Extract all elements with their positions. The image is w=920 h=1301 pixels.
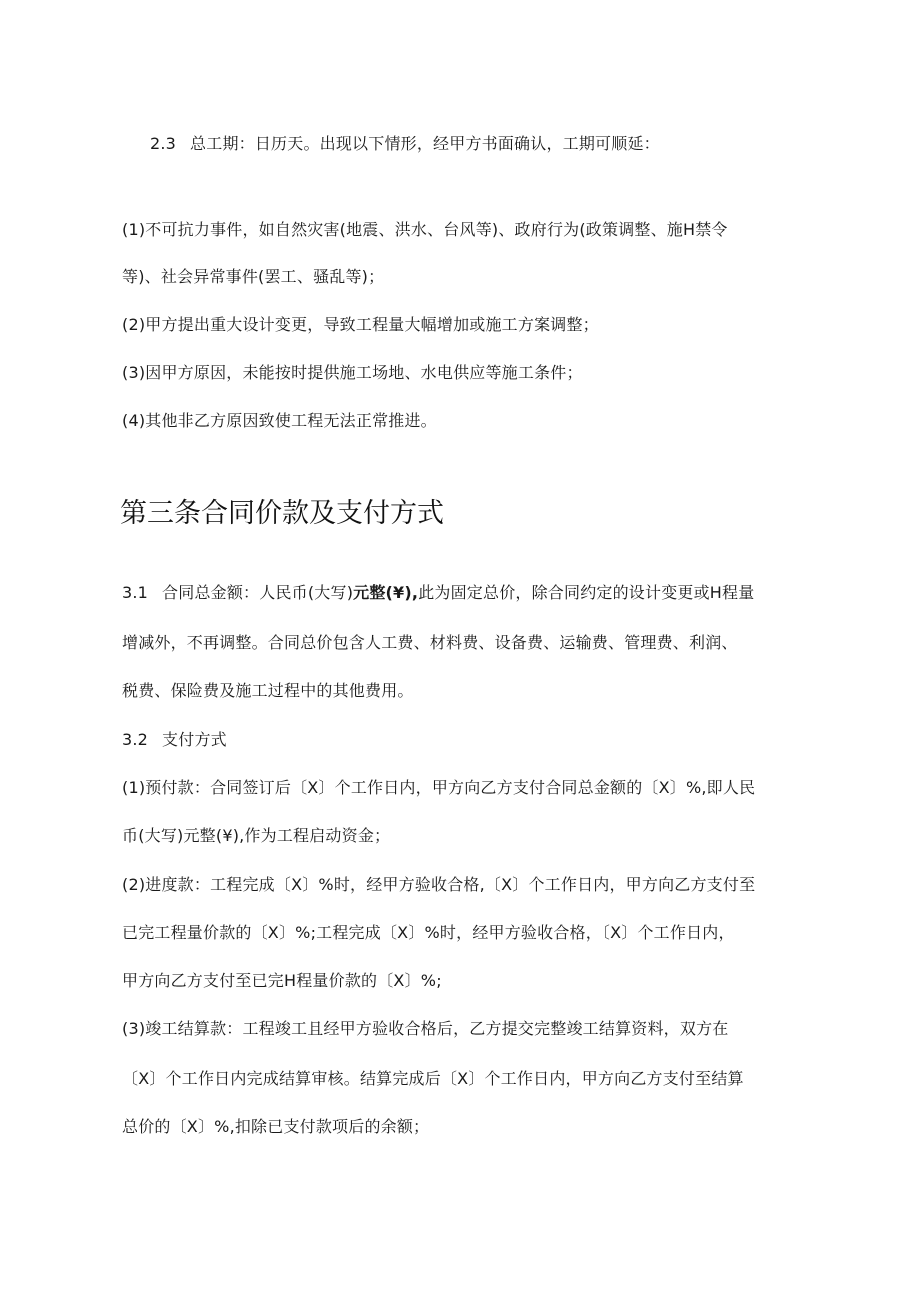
clause-number: 2.3 — [150, 134, 177, 153]
clause-3-2 — [122, 729, 227, 751]
clause-3-1-line-2: 增减外，不再调整。合同总价包含人工费、材料费、设备费、运输费、管理费、利润、 — [122, 633, 738, 652]
delay-item-4: (4)其他非乙方原因致使工程无法正常推进。 — [122, 411, 437, 430]
amount-bold-text: 元整(¥), — [353, 583, 419, 602]
delay-item-1-line-1: (1)不可抗力事件，如自然灾害(地震、洪水、台风等)、政府行为(政策调整、施H禁令 — [122, 220, 728, 239]
clause-text: 此为固定总价，除合同约定的设计变更或H程量 — [418, 583, 755, 602]
progress-payment-line-1: (2)进度款：工程完成〔X〕%时，经甲方验收合格,〔X〕个工作日内，甲方向乙方支付至 — [122, 875, 756, 894]
advance-payment-line-1: (1)预付款：合同签订后〔X〕个工作日内，甲方向乙方支付合同总金额的〔X〕%,即人民 — [122, 778, 756, 797]
clause-text: 总工期：日历天。出现以下情形，经甲方书面确认，工期可顺延： — [190, 134, 660, 153]
article-3-heading: 第三条合同价款及支付方式 — [120, 498, 444, 529]
delay-item-1-line-2: 等)、社会异常事件(罢工、骚乱等)； — [122, 267, 385, 286]
clause-2-3 — [150, 133, 660, 155]
clause-3-1-line-3: 税费、保险费及施工过程中的其他费用。 — [122, 681, 414, 700]
delay-item-3: (3)因甲方原因，未能按时提供施工场地、水电供应等施工条件； — [122, 363, 583, 382]
clause-number: 3.2 — [122, 730, 149, 749]
progress-payment-line-2: 已完工程量价款的〔X〕%;工程完成〔X〕%时，经甲方验收合格，〔X〕个工作日内， — [122, 923, 735, 942]
clause-3-1-line-1 — [122, 582, 754, 604]
clause-number: 3.1 — [122, 583, 149, 602]
clause-title: 支付方式 — [162, 730, 227, 749]
final-payment-line-1: (3)竣工结算款：工程竣工且经甲方验收合格后，乙方提交完整竣工结算资料，双方在 — [122, 1019, 729, 1038]
progress-payment-line-3: 甲方向乙方支付至已完H程量价款的〔X〕%; — [122, 971, 442, 990]
final-payment-line-3: 总价的〔X〕%,扣除已支付款项后的余额； — [122, 1117, 430, 1136]
advance-payment-line-2: 币(大写)元整(¥),作为工程启动资金； — [122, 826, 391, 845]
delay-item-2: (2)甲方提出重大设计变更，导致工程量大幅增加或施工方案调整； — [122, 315, 599, 334]
final-payment-line-2: 〔X〕个工作日内完成结算审核。结算完成后〔X〕个工作日内，甲方向乙方支付至结算 — [122, 1069, 744, 1088]
clause-text: 合同总金额：人民币(大写) — [162, 583, 354, 602]
